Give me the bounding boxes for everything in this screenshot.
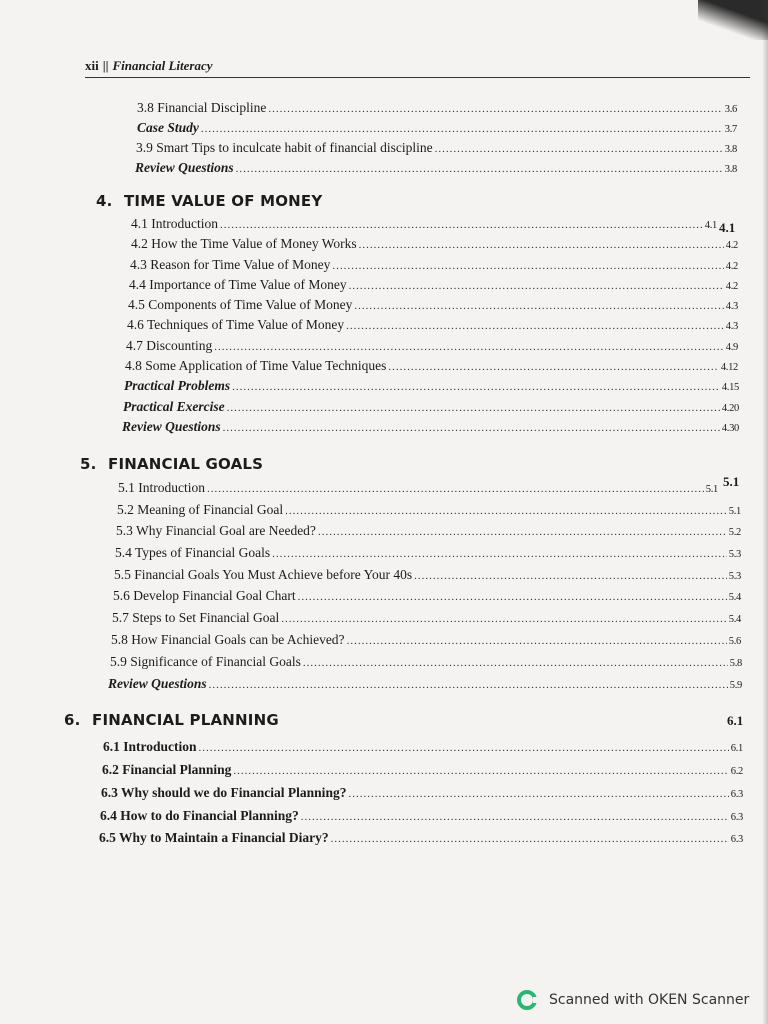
dot-leader [348,788,728,800]
toc-entry [131,236,738,252]
chapter-title: FINANCIAL GOALS [108,455,264,473]
dot-leader [354,300,723,312]
toc-entry-page: 5.9 [729,680,742,691]
toc-entry [123,399,739,415]
toc-entry [124,378,739,394]
dot-leader [331,833,729,845]
toc-entry [122,419,739,435]
toc-entry-page: 4.15 [721,382,739,393]
chapter-page: 5.1 [723,474,740,489]
toc-entry-page: 5.4 [728,614,741,625]
toc-entry [117,502,741,518]
toc-entry-label: 4.1 Introduction [131,216,218,231]
dot-leader [281,613,727,625]
toc-entry-label: 5.8 How Financial Goals can be Achieved? [111,632,345,647]
header-page-number: xii [85,58,99,73]
toc-entry [111,632,741,648]
toc-entry-page: 5.2 [728,527,741,538]
toc-entry [102,762,743,778]
dot-leader [349,280,724,292]
toc-entry-label: 4.8 Some Application of Time Value Techniques [125,358,387,373]
chapter-number: 5. [80,455,97,473]
dot-leader [285,505,727,517]
dot-leader [220,219,703,231]
toc-entry [137,120,737,136]
dot-leader [236,163,723,175]
toc-entry-page: 5.4 [728,592,741,603]
chapter-page: 4.1 [719,220,736,235]
chapter-heading [80,455,263,473]
toc-entry-page: 3.6 [724,104,737,115]
header-separator: || [102,58,109,73]
toc-entry-label: 6.2 Financial Planning [102,762,232,777]
toc-entry-page: 5.8 [729,658,742,669]
toc-entry-page: 4.12 [720,362,738,373]
toc-entry [113,588,741,604]
toc-entry [129,277,738,293]
toc-entry [131,216,717,232]
toc-entry-label: 3.8 Financial Discipline [137,100,267,115]
dot-leader [232,381,720,393]
dot-leader [268,103,722,115]
dot-leader [318,526,727,538]
toc-entry [115,545,741,561]
dot-leader [272,548,727,560]
oken-scanner-logo-icon [517,990,537,1010]
toc-entry-page: 4.3 [725,301,738,312]
chapter-heading [96,192,322,210]
toc-entry [136,140,737,156]
toc-entry [135,160,737,176]
toc-entry-label: 4.3 Reason for Time Value of Money [130,257,331,272]
toc-entry-label: 5.7 Steps to Set Financial Goal [112,610,280,625]
dot-leader [346,320,724,332]
dot-leader [199,742,729,754]
toc-entry-label: 5.3 Why Financial Goal are Needed? [116,523,316,538]
dot-leader [227,402,720,414]
toc-entry [114,567,741,583]
toc-entry-label: 5.2 Meaning of Financial Goal [117,502,284,517]
toc-entry-page: 4.1 [704,220,717,231]
dot-leader [332,260,723,272]
toc-entry [137,100,737,116]
dot-leader [435,143,723,155]
toc-entry-page: 3.8 [724,164,737,175]
toc-entry-page: 6.3 [730,834,743,845]
toc-entry-label: 4.2 How the Time Value of Money Works [131,236,357,251]
toc-entry-page: 6.1 [730,743,743,754]
toc-entry [99,830,743,846]
toc-entry-page: 5.3 [728,549,741,560]
toc-entry [127,317,738,333]
chapter-title: FINANCIAL PLANNING [92,711,279,729]
dot-leader [223,422,720,434]
toc-entry [108,676,742,692]
toc-entry-page: 6.3 [730,789,743,800]
toc-entry-label: Review Questions [122,419,221,434]
toc-entry [126,338,738,354]
header-book-title: Financial Literacy [112,58,213,73]
scanner-text: Scanned with OKEN Scanner [549,992,750,1008]
toc-entry-page: 4.2 [725,261,738,272]
dot-leader [207,483,704,495]
toc-entry-page: 3.8 [724,144,737,155]
toc-entry-page: 5.1 [705,484,718,495]
toc-entry [116,523,741,539]
toc-entry-page: 5.6 [728,636,741,647]
toc-entry-page: 6.2 [730,766,743,777]
toc-entry [130,257,738,273]
scanner-watermark [517,990,749,1010]
dot-leader [347,635,727,647]
dot-leader [233,765,728,777]
toc-entry-page: 4.2 [725,281,738,292]
page-corner-shadow [698,0,768,40]
page-edge-shadow [762,0,768,1024]
dot-leader [201,123,723,135]
toc-entry-page: 6.3 [730,812,743,823]
toc-entry-label: 5.4 Types of Financial Goals [115,545,271,560]
toc-entry-label: 4.6 Techniques of Time Value of Money [127,317,345,332]
dot-leader [388,361,718,373]
toc-entry-label: 6.4 How to do Financial Planning? [100,808,299,823]
toc-entry [128,297,738,313]
dot-leader [303,657,728,669]
dot-leader [359,239,724,251]
chapter-number: 6. [64,711,81,729]
toc-entry-label: 5.9 Significance of Financial Goals [110,654,301,669]
dot-leader [298,591,727,603]
toc-entry [112,610,741,626]
dot-leader [414,570,727,582]
chapter-number: 4. [96,192,113,210]
toc-entry-label: 4.7 Discounting [126,338,213,353]
toc-entry-page: 4.9 [725,342,738,353]
toc-entry-page: 5.3 [728,571,741,582]
toc-entry-label: 6.3 Why should we do Financial Planning? [101,785,347,800]
dot-leader [214,341,724,353]
chapter-page: 6.1 [727,713,744,728]
toc-entry-page: 4.20 [721,403,739,414]
toc-entry-label: 5.1 Introduction [118,480,205,495]
toc-entry [100,808,743,824]
toc-entry-label: 4.4 Importance of Time Value of Money [129,277,347,292]
toc-entry-page: 5.1 [728,506,741,517]
toc-entry-label: 6.5 Why to Maintain a Financial Diary? [99,830,329,845]
chapter-heading [64,711,279,729]
toc-entry-page: 4.3 [725,321,738,332]
toc-entry-page: 3.7 [724,124,737,135]
toc-entry-label: Practical Problems [124,378,231,393]
toc-entry-label: Case Study [137,120,199,135]
toc-entry-label: Practical Exercise [123,399,225,414]
toc-entry-label: 3.9 Smart Tips to inculcate habit of financial discipline [136,140,433,155]
dot-leader [301,811,729,823]
running-header [85,58,750,78]
toc-entry-label: 5.5 Financial Goals You Must Achieve before Your 40s [114,567,413,582]
toc-entry-label: 4.5 Components of Time Value of Money [128,297,353,312]
chapter-title: TIME VALUE OF MONEY [124,192,323,210]
toc-entry-label: Review Questions [108,676,207,691]
toc-entry [110,654,742,670]
toc-entry [101,785,743,801]
dot-leader [209,679,728,691]
toc-entry [103,739,743,755]
toc-entry-label: 5.6 Develop Financial Goal Chart [113,588,296,603]
toc-entry [118,480,718,496]
toc-entry-label: 6.1 Introduction [103,739,197,754]
toc-entry [125,358,738,374]
toc-entry-page: 4.2 [725,240,738,251]
toc-entry-label: Review Questions [135,160,234,175]
toc-entry-page: 4.30 [721,423,739,434]
